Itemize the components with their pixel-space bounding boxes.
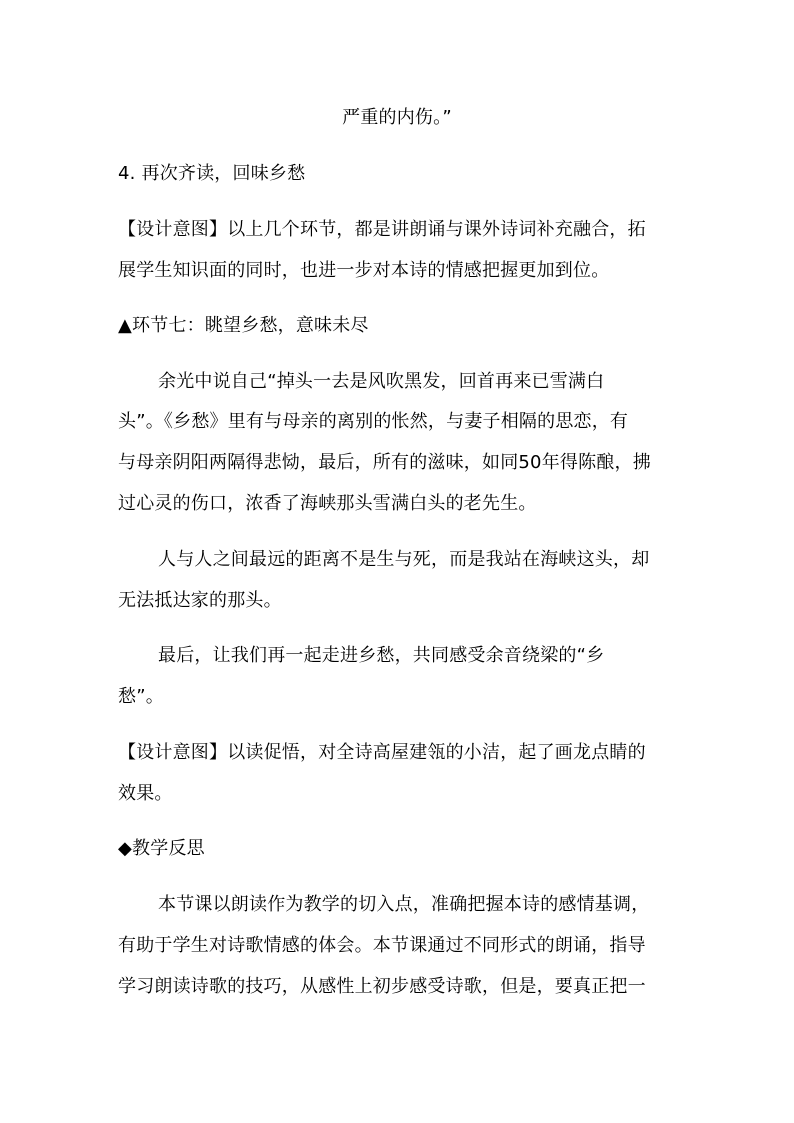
paragraph-line: 过心灵的伤口，浓香了海峡那头雪满白头的老先生。 <box>118 493 537 514</box>
design-intent-line: 【设计意图】以上几个环节，都是讲朗诵与课外诗词补充融合，拓 <box>118 219 646 240</box>
paragraph-line: 有助于学生对诗歌情感的体会。本节课通过不同形式的朗诵，指导 <box>118 935 646 956</box>
paragraph-line: 头”。《乡愁》里有与母亲的离别的怅然，与妻子相隔的思恋，有 <box>118 411 629 432</box>
paragraph-line: 与母亲阴阳两隔得悲恸，最后，所有的滋味，如同50年得陈酿，拂 <box>118 452 651 473</box>
paragraph-line: 人与人之间最远的距离不是生与死，而是我站在海峡这头，却 <box>158 549 650 570</box>
paragraph-line: 愁”。 <box>118 686 164 707</box>
step-4-heading: 4. 再次齐读，回味乡愁 <box>118 163 306 184</box>
design-intent-line: 效果。 <box>118 783 173 804</box>
paragraph-line: 最后，让我们再一起走进乡愁，共同感受余音绕梁的“乡 <box>158 645 605 666</box>
paragraph-line: 本节课以朗读作为教学的切入点，准确把握本诗的感情基调， <box>158 894 650 915</box>
paragraph-line: 无法抵达家的那头。 <box>118 590 282 611</box>
design-intent-line: 【设计意图】以读促悟，对全诗高屋建瓴的小洁，起了画龙点睛的 <box>118 742 646 763</box>
teaching-reflection-heading: ◆教学反思 <box>118 838 205 859</box>
paragraph-line: 余光中说自己“掉头一去是风吹黑发，回首再来已雪满白 <box>158 371 605 392</box>
design-intent-line: 展学生知识面的同时，也进一步对本诗的情感把握更加到位。 <box>118 260 610 281</box>
section-7-heading: ▲环节七：眺望乡愁，意味未尽 <box>118 315 369 336</box>
quote-ending-line: 严重的内伤。” <box>342 107 452 128</box>
paragraph-line: 学习朗读诗歌的技巧，从感性上初步感受诗歌，但是，要真正把一 <box>118 976 646 997</box>
